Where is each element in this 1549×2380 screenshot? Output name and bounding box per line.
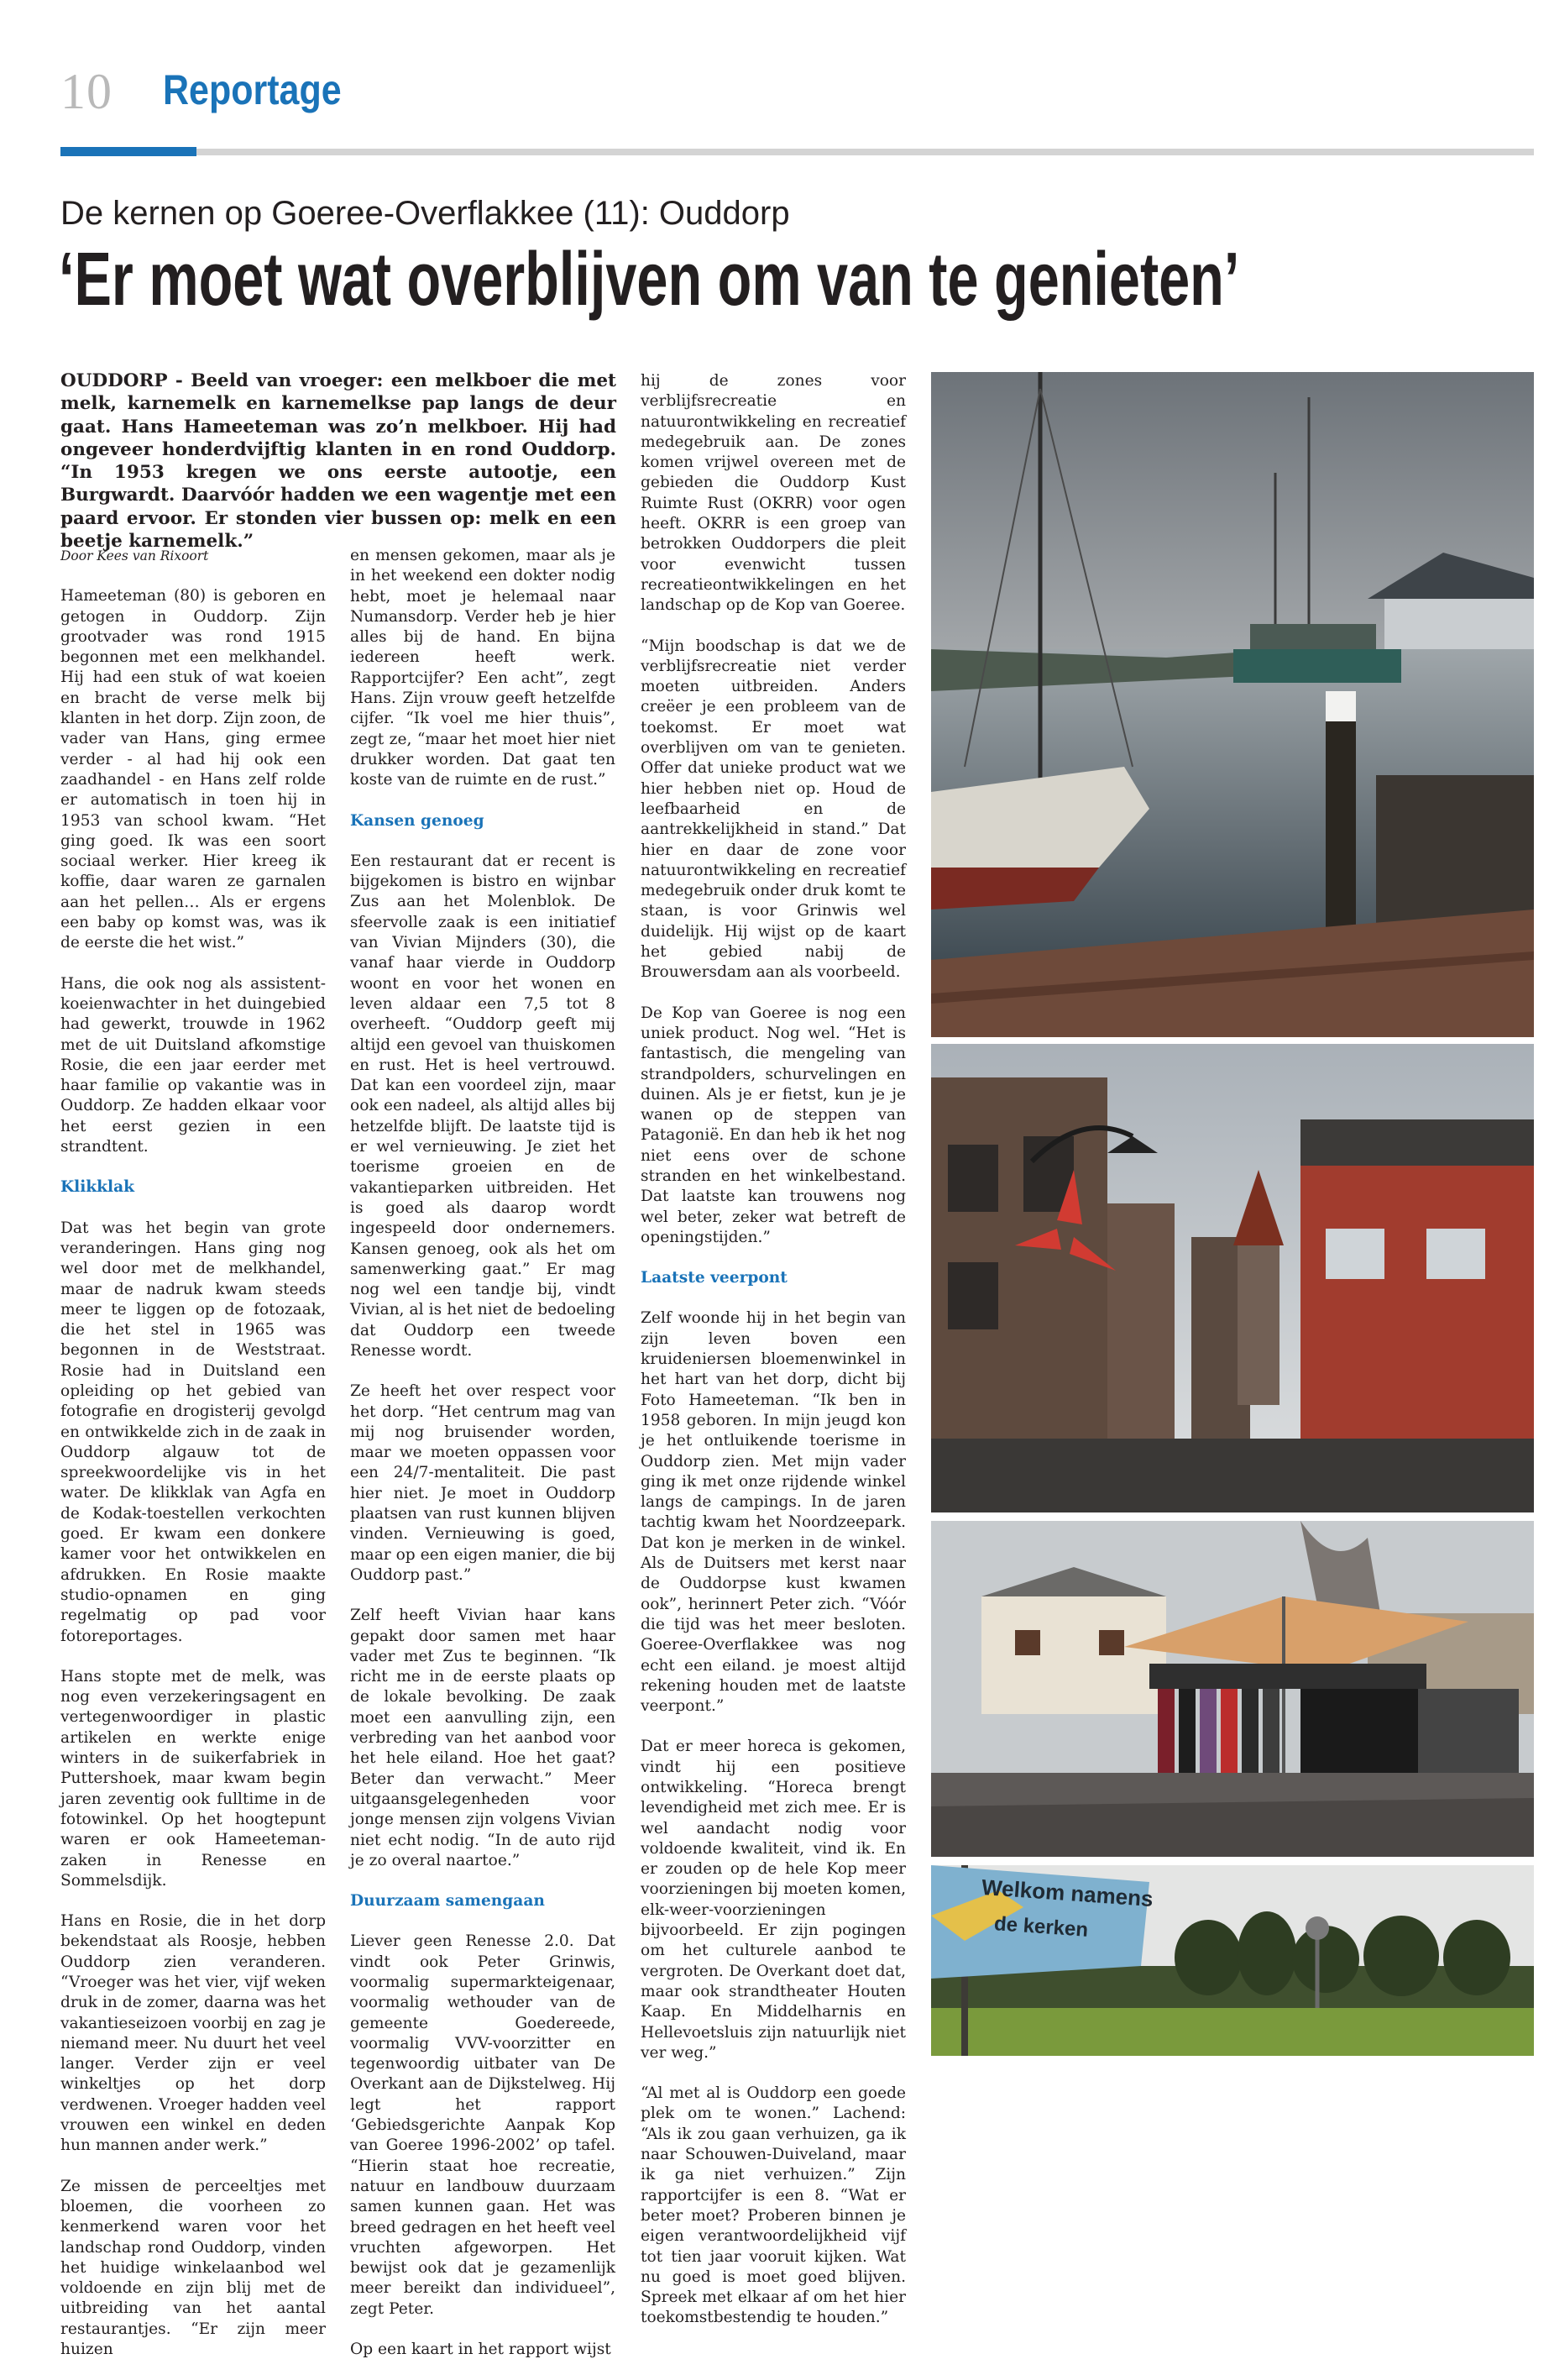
sign-text-line2: de kerken [993, 1912, 1089, 1942]
sign-text-line1: Welkom namens [981, 1874, 1154, 1912]
paragraph: De Kop van Goeree is nog een uniek product. Nog wel. “Het is fantastisch, die mengeling van strandpolders, schurvelingen en duinen. Als je er fietst, kun je je wanen op de steppen van Patagonië. En dan heb ik het nog niet eens over de schone stranden en het winkelbestand. Dat laatste kan trouwens nog wel beter, zeker wat betreft de openingstijden.” [641, 1004, 906, 1246]
paragraph: Een restaurant dat er recent is bijgekomen is bistro en wijnbar Zus aan het Molenblok. De sfeervolle zaak is een initiatief van Vivian Mijnders (30), die vanaf haar vierde in Ouddorp woont en voor het wonen en leven aldaar een 7,5 tot 8 overheeft. “Ouddorp geeft mij altijd een gevoel van thuiskomen en rust. Het is heel vertrouwd. Dat kan een voordeel zijn, maar ook een nadeel, als altijd alles bij hetzelfde blijft. De laatste tijd is er wel vernieuwing. Je ziet het toerisme groeien en de vakantieparken uitbreiden. Het is goed als daarop wordt ingespeeld door ondernemers. Kansen genoeg, ook als het om samenwerking gaat.” Er mag nog wel een tandje bij, vindt Vivian, al is het niet de bedoeling dat Ouddorp een tweede Renesse wordt. [350, 852, 615, 1360]
paragraph: Hans, die ook nog als assistent-koeienwachter in het duingebied had gewerkt, trouwde in 1962 met de uit Duitsland afkomstige Rosie, die een jaar eerder met haar familie op vakantie was in Ouddorp. Ze hadden elkaar voor het eerst gezien in een strandtent. [60, 974, 326, 1156]
paragraph: Zelf heeft Vivian haar kans gepakt door samen met haar vader met Zus te beginnen. “Ik richt me in de eerste plaats op de lokale bevolking. De zaak moet een aanvulling zijn, een verbreding van het aanbod voor het hele eiland. Hoe het gaat? Beter dan verwacht.” Meer uitgaansgelegenheden voor jonge mensen zijn volgens Vivian niet echt nodig. “In de auto rijd je zo overal naartoe.” [350, 1607, 615, 1869]
paragraph: Hans stopte met de melk, was nog even verzekeringsagent en vertegenwoordiger in plastic artikelen en werkte enige winters in de suikerfabriek in Puttershoek, maar kwam begin jaren zeventig ook fulltime in de fotowinkel. Op het hoogtepunt waren er ook Hameeteman-zaken in Renesse en Sommelsdijk. [60, 1667, 326, 1890]
paragraph: hij de zones voor verblijfsrecreatie en natuurontwikkeling en recreatief medegebruik aan. De zones komen vrijwel overeen met de gebieden die Ouddorp Kust Ruimte Rust (OKRR) voor ogen heeft. OKRR is een groep van betrokken Ouddorpers die pleit voor evenwicht tussen recreatieontwikkelingen en het landschap op de Kop van Goeree. [641, 372, 906, 615]
header-rule-accent [60, 147, 196, 156]
header-rule [60, 149, 1534, 155]
photo-market [931, 1521, 1534, 1857]
subheading: Klikklak [60, 1178, 135, 1197]
photo-welcome-sign [931, 1865, 1534, 2056]
paragraph: Ze heeft het over respect voor het dorp. “Het centrum mag van mij nog bruisender worden, maar we moeten oppassen voor een 24/7-mentaliteit. Die past hier niet. Je moet in Ouddorp plaatsen van rust kunnen blijven vinden. Vernieuwing is goed, maar op een eigen manier, die bij Ouddorp past.” [350, 1382, 615, 1584]
article-column-2 [350, 546, 615, 2380]
paragraph: Liever geen Renesse 2.0. Dat vindt ook Peter Grinwis, voormalig supermarkteigenaar, voormalig wethouder van de gemeente Goedereede, voormalig VVV-voorzitter en tegenwoordig uitbater van De Overkant aan de Dijkstelweg. Hij legt het rapport ‘Gebiedsgerichte Aanpak Kop van Goeree 1996-2002’ op tafel. “Hierin staat hoe recreatie, natuur en landbouw duurzaam samen kunnen gaan. Het was breed gedragen en het heeft veel vruchten afgeworpen. Het bewijst ook dat je gezamenlijk meer bereikt dan individueel”, zegt Peter. [350, 1932, 615, 2318]
article-byline: Door Kees van Rixoort [60, 548, 209, 564]
paragraph: Hans en Rosie, die in het dorp bekendstaat als Roosje, hebben Ouddorp zien veranderen. “Vroeger was het vier, vijf weken druk in de zomer, daarna was het vakantieseizoen voorbij en zag je niemand meer. Nu duurt het veel langer. Verder zijn er veel winkeltjes op het dorp verdwenen. Vroeger hadden veel vrouwen een winkel en deden hun mannen ander werk.” [60, 1912, 326, 2155]
paragraph: en mensen gekomen, maar als je in het weekend een dokter nodig hebt, moet je helemaal naar Numansdorp. Verder heb je hier alles bij de hand. En bijna iedereen heeft werk. Rapportcijfer? Een acht”, zegt Hans. Zijn vrouw geeft hetzelfde cijfer. “Ik voel me hier thuis”, zegt ze, “maar het moet hier niet drukker worden. Dat gaat ten koste van de ruimte en de rust.” [350, 547, 615, 789]
paragraph: Hameeteman (80) is geboren en getogen in Ouddorp. Zijn grootvader was rond 1915 begonnen met een melkhandel. Hij had een stuk of wat koeien en bracht de verse melk bij klanten in het dorp. Zijn zoon, de vader van Hans, ging ermee verder - al had hij ook een zaadhandel - en Hans zelf rolde er automatisch in toen hij in 1953 van school kwam. “Het ging goed. Ik was een soort sociaal werker. Hier kreeg ik koffie, daar waren ze garnalen aan het pellen… Als er ergens een baby op komst was, was ik de eerste die het wist.” [60, 587, 326, 952]
section-title: Reportage [163, 66, 342, 113]
paragraph: Zelf woonde hij in het begin van zijn leven boven een kruideniersen bloemenwinkel in het hart van het dorp, dicht bij Foto Hameeteman. “Ik ben in 1958 geboren. In mijn jeugd kon je het ontluikende toerisme in Ouddorp zien. Met mijn vader ging ik met onze rijdende winkel langs de campings. In de jaren tachtig kwam het Noordzeepark. Dat kon je merken in de winkel. Als de Duitsers met kerst naar de Ouddorpse kust kwamen ook”, herinnert Peter zich. “Vóór die tijd was het meer besloten. Goeree-Overflakkee was nog echt een eiland. je moest altijd rekening houden met de laatste veerpont.” [641, 1309, 906, 1716]
page-number: 10 [60, 64, 113, 119]
subheading: Laatste veerpont [641, 1269, 788, 1287]
paragraph: Ze missen de perceeltjes met bloemen, die voorheen zo kenmerkend waren voor het landschap rond Ouddorp, vinden het huidige winkelaanbod wel voldoende en zijn blij met de uitbreiding van het aantal restaurantjes. “Er zijn meer huizen [60, 2177, 326, 2359]
article-column-3 [641, 371, 906, 2349]
paragraph: “Al met al is Ouddorp een goede plek om te wonen.” Lachend: “Als ik zou gaan verhuizen, ga ik naar Schouwen-Duiveland, maar ik ga niet verhuizen.” Zijn rapportcijfer is een 8. “Wat er beter moet? Proberen binnen je eigen verantwoordelijkheid vijf tot tien jaar vooruit kijken. Wat nu goed is moet goed blijven. Spreek met elkaar af om het hier toekomstbestendig te houden.” [641, 2084, 906, 2327]
paragraph: Dat was het begin van grote veranderingen. Hans ging nog wel door met de melkhandel, maar de nadruk kwam steeds meer te liggen op de fotozaak, die het stel in 1965 was begonnen in de Weststraat. Rosie had in Duitsland een opleiding op het gebied van fotografie en drogisterij gevolgd en ontwikkelde zich in de zaak in Ouddorp algauw tot de spreekwoordelijke vis in het water. De klikklak van Agfa en de Kodak-toestellen verkochten goed. Er kwam een donkere kamer voor het ontwikkelen en afdrukken. En Rosie maakte studio-opnamen en ging regelmatig op pad voor fotoreportages. [60, 1219, 326, 1645]
subheading: Duurzaam samengaan [350, 1892, 545, 1911]
paragraph: “Mijn boodschap is dat we de verblijfsrecreatie niet verder moeten uitbreiden. Anders creëer je een probleem van de toekomst. Er moet wat overblijven om van te genieten. Offer dat unieke product wat we hier hebben niet op. Houd de leefbaarheid en de aantrekkelijkheid in stand.” Dat hier en daar de zone voor natuurontwikkeling en recreatief medegebruik onder druk komt te staan, is voor Grinwis wel duidelijk. Hij wijst op de kaart het gebied nabij de Brouwersdam aan als voorbeeld. [641, 637, 906, 982]
photo-village-street [931, 1044, 1534, 1512]
paragraph: Op een kaart in het rapport wijst [350, 2341, 611, 2359]
article-column-1 [60, 546, 326, 2380]
article-kicker: De kernen op Goeree-Overflakkee (11): Ouddorp [60, 195, 790, 232]
article-headline: ‘Er moet wat overblijven om van te genieten’ [59, 238, 1240, 322]
photo-harbour [931, 372, 1534, 1037]
paragraph: Dat er meer horeca is gekomen, vindt hij een positieve ontwikkeling. “Horeca brengt levendigheid met zich mee. Er is wel aandacht nodig voor voldoende kwaliteit, vind ik. En er zouden op de hele Kop meer voorzieningen bij moeten komen, elk-weer-voorzieningen bijvoorbeeld. Er zijn pogingen om het culturele aanbod te vergroten. De Overkant doet dat, maar ook strandtheater Houten Kaap. En Middelharnis en Hellevoetsluis zijn natuurlijk niet ver weg.” [641, 1738, 906, 2062]
subheading: Kansen genoeg [350, 811, 484, 830]
article-intro: OUDDORP - Beeld van vroeger: een melkboer die met melk, karnemelk en karnemelkse pap langs de deur gaat. Hans Hameeteman was zo’n melkboer. Hij had ongeveer honderdvijftig klanten in en rond Ouddorp. “In 1953 kregen we ons eerste autootje, een Burgwardt. Daarvóór hadden we een wagentje met een paard ervoor. Er stonden vier bussen op: melk en een beetje karnemelk.” [60, 370, 616, 553]
